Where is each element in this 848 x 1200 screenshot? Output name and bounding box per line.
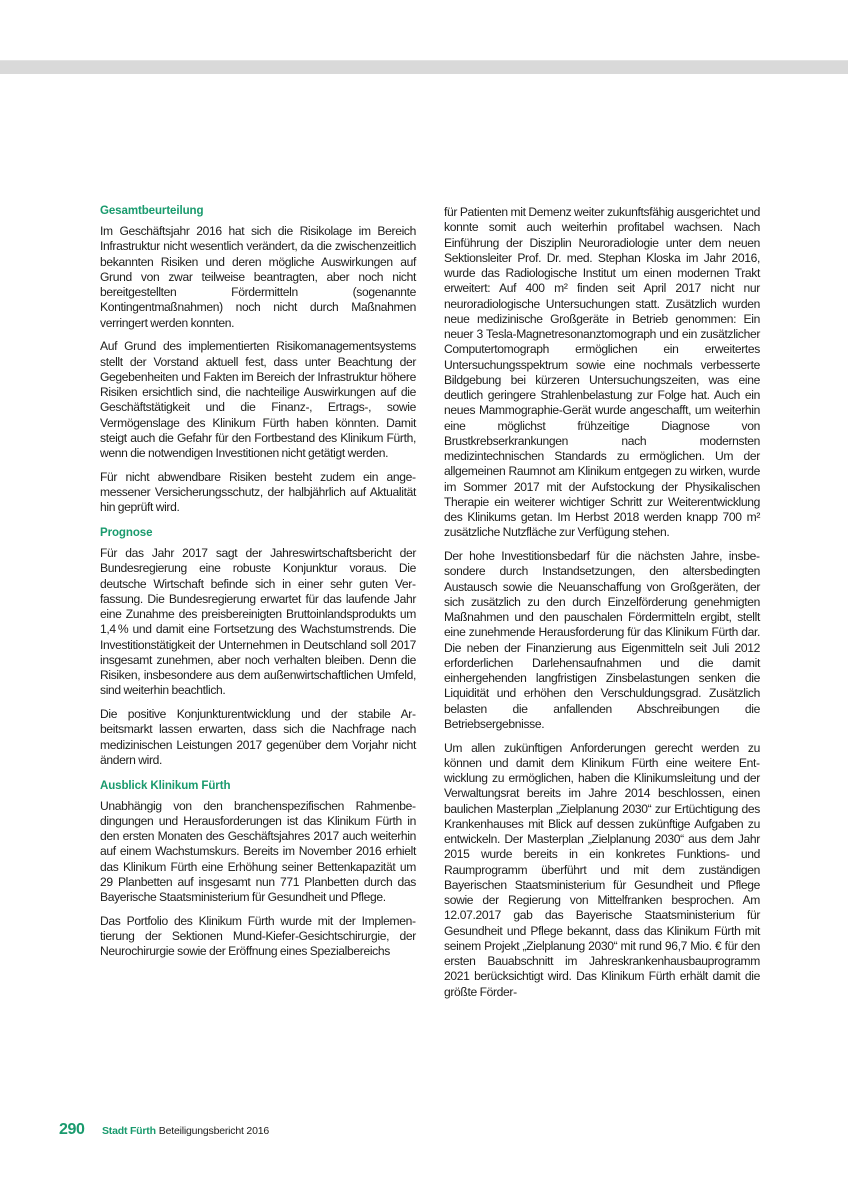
paragraph: Unabhängig von den branchenspezifischen Rahmenbedingungen und Herausforderungen ist das Klinikum Fürth in den ersten Monaten des Geschäftsjahres 2017 auch weiterhin auf einem Wachstumskurs. Bereits im November 2016 erhielt das Klinikum Fürth eine Erhöhung seiner Bettenkapazität um 29 Planbetten auf insgesamt nun 771 Planbetten durch das Bayerische Staatsministerium für Gesundheit und Pflege.: [100, 798, 416, 904]
page-number: 290: [59, 1121, 85, 1138]
paragraph: Das Portfolio des Klinikum Fürth wurde mit der Implementierung der Sektionen Mund-Kiefer-Gesichtschirurgie, der Neurochirurgie sowie der Eröffnung eines Spezialbereichs: [100, 913, 416, 959]
left-column: [100, 202, 416, 968]
publication-title: Beteiligungsbericht 2016: [158, 1125, 269, 1137]
section-heading-prognose: Prognose: [100, 525, 153, 539]
paragraph: Der hohe Investitionsbedarf für die nächsten Jahre, insbesondere durch Instandsetzungen, den altersbedingten Austausch sowie die Neuanschaffung von Großgeräten, der sich zusätzlich zu den durch Einzelförderung genehmigten Maßnahmen und den pauschalen Fördermitteln ergibt, stellt eine zunehmende Herausforderung für das Klinikum Fürth dar. Die neben der Finanzierung aus Eigenmitteln seit Juli 2012 erforderlichen Darlehensaufnahmen und die damit einhergehenden langfristigen Zinsbelastungen senken die Liquidität und erhöhen den Verschuldungsgrad. Zusätzlich belasten die anfallenden Abschreibungen die Betriebsergebnisse.: [444, 549, 760, 731]
section-heading-ausblick: Ausblick Klinikum Fürth: [100, 777, 231, 792]
section-heading-gesamtbeurteilung: Gesamtbeurteilung: [100, 203, 204, 217]
paragraph: Für nicht abwendbare Risiken besteht zudem ein angemessener Versicherungsschutz, der halbjährlich auf Aktualität hin geprüft wird.: [100, 469, 416, 515]
right-column: [444, 205, 760, 1008]
paragraph-continued: für Patienten mit Demenz weiter zukunftsfähig ausgerichtet und konnte somit auch weiterhin profitabel wachsen. Nach Einführung der Disziplin Neuroradiologie unter dem neuen Sektionsleiter Prof. Dr. med. Stephan Kloska im Jahr 2016, wurde das Radiologische Institut um einen modernen Trakt erweitert: Auf 400 m² finden seit April 2017 nicht nur neuroradiologische Untersuchungen statt. Zusätzlich wurden neue medizinische Großgeräte in Betrieb genommen: Ein neuer 3 Tesla-Magnetresonanztomograph und ein zusätzlicher Computertomograph ermöglichen ein erweitertes Untersuchungsspektrum sowie eine nochmals verbesserte Bildgebung bei kürzeren Untersuchungszeiten, was eine deutlich geringere Strahlenbelastung zur Folge hat. Auch ein neues Mammographie-Gerät wurde angeschafft, um weiterhin eine möglichst frühzeitige Diagnose von Brustkrebserkrankungen nach modernsten medizintechnischen Standards zu ermöglichen. Um der allgemeinen Raumnot am Klinikum entgegen zu wirken, wurde im Sommer 2017 mit der Aufstockung der Physikalischen Therapie ein weiterer wichtiger Schritt zur Weiterentwicklung des Klinikums getan. Im Herbst 2018 werden knapp 700 m² zusätzliche Nutzfläche zur Verfügung stehen.: [444, 205, 760, 540]
top-gray-bar: [0, 60, 848, 74]
page-footer: [59, 1121, 269, 1141]
paragraph: Die positive Konjunkturentwicklung und der stabile Arbeitsmarkt lassen erwarten, dass sich die Nachfrage nach medizinischen Leistungen 2017 gegenüber dem Vorjahr nicht ändern wird.: [100, 707, 416, 767]
paragraph: Um allen zukünftigen Anforderungen gerecht werden zu können und damit dem Klinikum Fürth eine weitere Entwicklung zu ermöglichen, haben die Klinikumsleitung und der Verwaltungsrat bereits im Jahre 2014 beschlossen, einen baulichen Masterplan „Zielplanung 2030“ zur Ertüchtigung des Krankenhauses mit Blick auf dessen zukünftige Aufgaben zu entwickeln. Der Masterplan „Zielplanung 2030“ aus dem Jahr 2015 wurde bereits in ein konkretes Funktions- und Raumprogramm überführt und mit dem zuständigen Bayerischen Staatsministerium für Gesundheit und Pflege sowie der Regierung von Mittelfranken besprochen. Am 12.07.2017 gab das Bayerische Staatsministerium für Gesundheit und Pflege bekannt, dass das Klinikum Fürth mit seinem Projekt „Zielplanung 2030“ mit rund 96,7 Mio. € für den ersten Bauabschnitt im Jahreskrankenhausbauprogramm 2021 berücksichtigt wird. Das Klinikum Fürth erhält damit die größte Förder-: [444, 740, 760, 999]
paragraph: Auf Grund des implementierten Risikomanagementsystems stellt der Vorstand aktuell fest, dass unter Beachtung der Gegebenheiten und Fakten im Bereich der Infrastruktur höhere Risiken ersichtlich sind, die nachteilige Auswirkungen auf die Geschäftstätigkeit und die Finanz-, Ertrags-, sowie Vermögenslage des Klinikum Fürth haben könnten. Damit steigt auch die Gefahr für den Fortbestand des Klinikum Fürth, wenn die notwendigen Investitionen nicht getätigt werden.: [100, 339, 416, 460]
paragraph: Im Geschäftsjahr 2016 hat sich die Risikolage im Bereich Infrastruktur nicht wesentlich verändert, da die zwischenzeitlich bekannten Risiken und deren mögliche Auswirkungen auf Grund von zwar teilweise beantragten, aber noch nicht bereitgestellten Fördermitteln (sogenannte Kontingentmaßnahmen) noch nicht durch Maßnahmen verringert werden konnten.: [100, 224, 416, 330]
publisher-name: Stadt Fürth: [102, 1125, 156, 1137]
paragraph: Für das Jahr 2017 sagt der Jahreswirtschaftsbericht der Bundesregierung eine robuste Konjunktur voraus. Die deutsche Wirtschaft befinde sich in einer sehr guten Verfassung. Die Bundesregierung erwartet für das laufende Jahr eine Zunahme des preisbereinigten Bruttoinlandsprodukts um 1,4 % und damit eine Fortsetzung des Wachstumstrends. Die Investitionstätigkeit der Unternehmen in Deutschland soll 2017 insgesamt zunehmen, aber noch verhalten bleiben. Denn die Risiken, insbesondere aus dem außenwirtschaftlichen Umfeld, sind weiterhin beachtlich.: [100, 546, 416, 698]
